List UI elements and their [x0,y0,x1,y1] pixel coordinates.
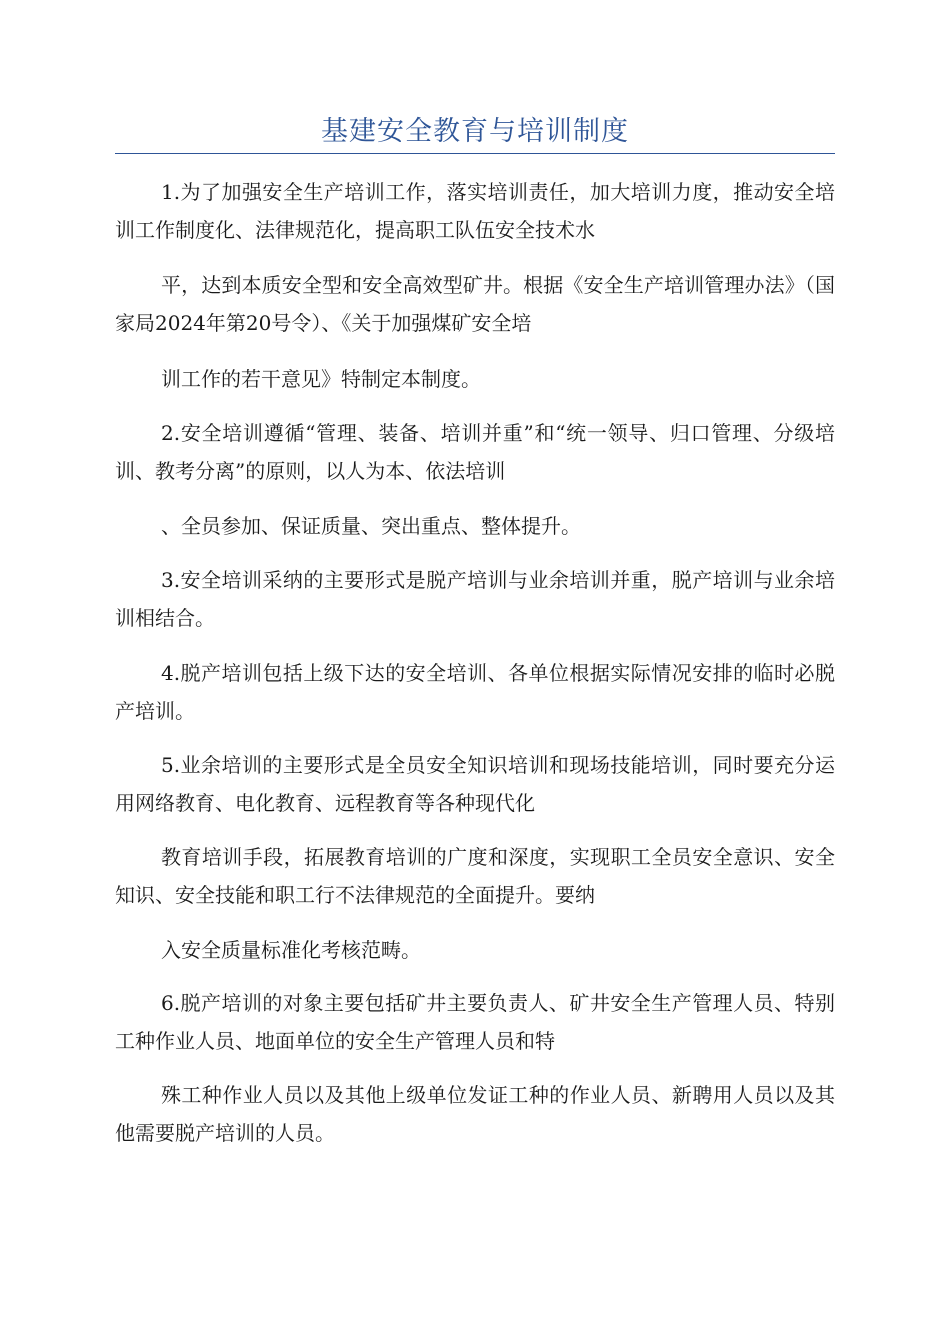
paragraph-1: 1.为了加强安全生产培训工作，落实培训责任，加大培训力度，推动安全培训工作制度化、法律规范化，提高职工队伍安全技术水 [115,180,835,242]
paragraph-5: 、全员参加、保证质量、突出重点、整体提升。 [161,514,581,538]
paragraph-4: 2.安全培训遵循“管理、装备、培训并重”和“统一领导、归口管理、分级培训、教考分离”的原则，以人为本、依法培训 [115,421,835,483]
paragraph-9: 教育培训手段，拓展教育培训的广度和深度，实现职工全员安全意识、安全知识、安全技能和职工行不法律规范的全面提升。要纳 [115,845,835,907]
paragraph-7: 4.脱产培训包括上级下达的安全培训、各单位根据实际情况安排的临时必脱产培训。 [115,661,835,723]
paragraph-6: 3.安全培训采纳的主要形式是脱产培训与业余培训并重，脱产培训与业余培训相结合。 [115,568,835,630]
title-underline [115,153,835,154]
paragraph-3: 训工作的若干意见》特制定本制度。 [161,367,481,391]
paragraph-12: 殊工种作业人员以及其他上级单位发证工种的作业人员、新聘用人员以及其他需要脱产培训的人员。 [115,1083,835,1145]
paragraph-8: 5.业余培训的主要形式是全员安全知识培训和现场技能培训，同时要充分运用网络教育、电化教育、远程教育等各种现代化 [115,753,835,815]
paragraph-10: 入安全质量标准化考核范畴。 [161,938,421,962]
paragraph-2: 平，达到本质安全型和安全高效型矿井。根据《安全生产培训管理办法》（国家局2024年第20号令）、《关于加强煤矿安全培 [115,273,835,335]
paragraph-11: 6.脱产培训的对象主要包括矿井主要负责人、矿井安全生产管理人员、特别工种作业人员、地面单位的安全生产管理人员和特 [115,991,835,1053]
document-title: 基建安全教育与培训制度 [321,116,629,147]
